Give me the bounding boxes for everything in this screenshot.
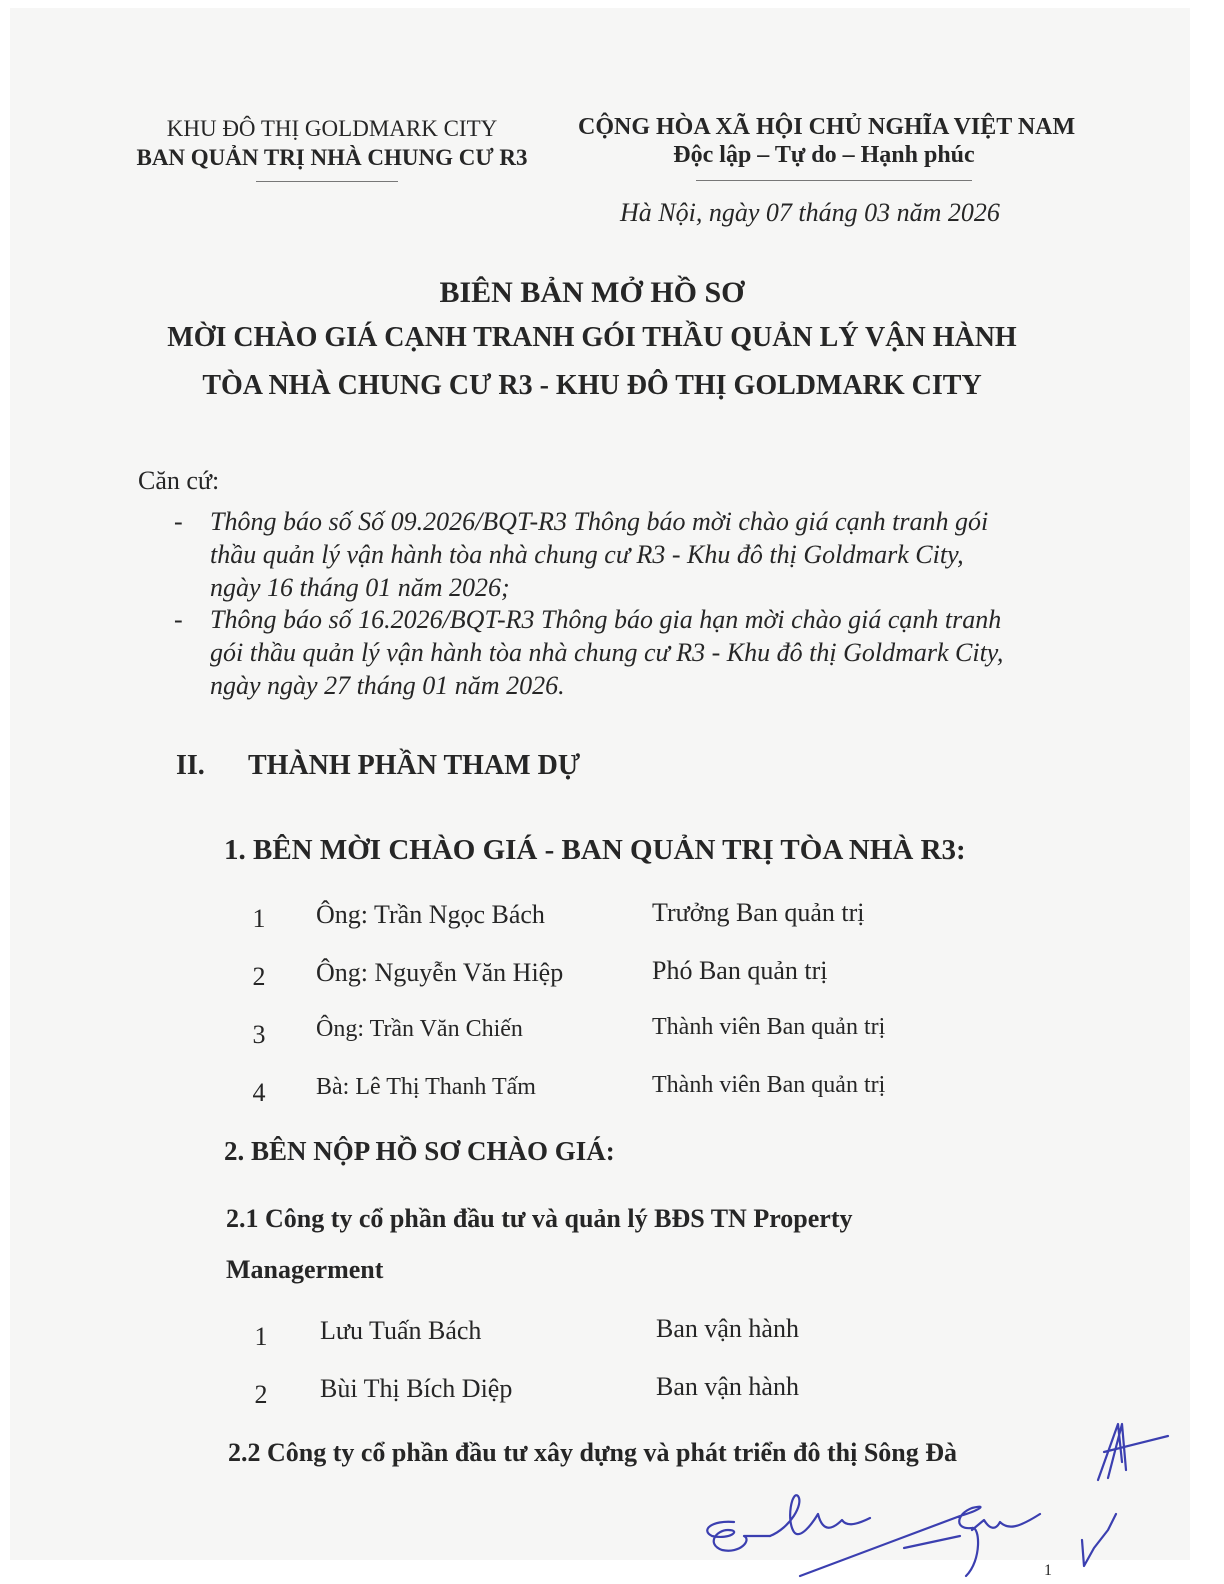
document-title: BIÊN BẢN MỞ HỒ SƠ <box>439 276 745 309</box>
basis-item-1-line3: ngày 16 tháng 01 năm 2026; <box>210 573 510 602</box>
section-number: II. <box>176 750 205 781</box>
representative-name: Lưu Tuấn Bách <box>320 1316 482 1345</box>
member-role: Trưởng Ban quản trị <box>652 898 865 927</box>
member-role: Phó Ban quản trị <box>652 956 828 985</box>
company1-name-line2: Managerment <box>226 1255 384 1284</box>
member-number: 1 <box>252 904 266 933</box>
representative-role: Ban vận hành <box>656 1372 799 1401</box>
company1-name-line1: 2.1 Công ty cổ phần đầu tư và quản lý BĐS TN Property <box>226 1204 853 1233</box>
header-motto: Độc lập – Tự do – Hạnh phúc <box>673 142 975 168</box>
representative-number: 2 <box>254 1380 268 1409</box>
party2-heading: 2. BÊN NỘP HỒ SƠ CHÀO GIÁ: <box>224 1136 615 1166</box>
member-name: Ông: Trần Văn Chiến <box>316 1016 523 1042</box>
basis-bullet-1: - <box>174 507 183 536</box>
member-name: Bà: Lê Thị Thanh Tấm <box>316 1074 536 1100</box>
place-date: Hà Nội, ngày 07 tháng 03 năm 2026 <box>620 198 1000 227</box>
document-subtitle-line2: TÒA NHÀ CHUNG CƯ R3 - KHU ĐÔ THỊ GOLDMARK CITY <box>202 370 982 401</box>
representative-name: Bùi Thị Bích Diệp <box>320 1374 513 1403</box>
initial-mark-5 <box>800 1507 1040 1576</box>
basis-item-1-line2: thầu quản lý vận hành tòa nhà chung cư R3 - Khu đô thị Goldmark City, <box>210 540 964 569</box>
header-country: CỘNG HÒA XÃ HỘI CHỦ NGHĨA VIỆT NAM <box>578 114 1076 140</box>
basis-item-2-line3: ngày ngày 27 tháng 01 năm 2026. <box>210 671 565 700</box>
basis-item-2-line1: Thông báo số 16.2026/BQT-R3 Thông báo gia hạn mời chào giá cạnh tranh <box>210 605 1002 634</box>
initial-mark-4 <box>770 1495 870 1536</box>
company2-name: 2.2 Công ty cổ phần đầu tư xây dựng và phát triển đô thị Sông Đà <box>228 1438 958 1467</box>
member-number: 2 <box>252 962 266 991</box>
member-role: Thành viên Ban quản trị <box>652 1014 886 1040</box>
basis-label: Căn cứ: <box>138 466 220 495</box>
page-number: 1 <box>1044 1562 1052 1579</box>
basis-item-2-line2: gói thầu quản lý vận hành tòa nhà chung cư R3 - Khu đô thị Goldmark City, <box>210 638 1004 667</box>
initial-mark-2 <box>1082 1514 1116 1566</box>
member-name: Ông: Nguyễn Văn Hiệp <box>316 958 564 987</box>
member-number: 3 <box>252 1020 266 1049</box>
basis-item-1-line1: Thông báo số Số 09.2026/BQT-R3 Thông báo mời chào giá cạnh tranh gói <box>210 507 989 536</box>
initial-mark-3 <box>707 1522 770 1551</box>
member-role: Thành viên Ban quản trị <box>652 1072 886 1098</box>
section-heading: THÀNH PHẦN THAM DỰ <box>248 750 581 781</box>
representative-role: Ban vận hành <box>656 1314 799 1343</box>
basis-bullet-2: - <box>174 605 183 634</box>
initial-mark-1 <box>1098 1424 1168 1480</box>
initial-mark-6 <box>904 1536 960 1548</box>
header-org-line1: KHU ĐÔ THỊ GOLDMARK CITY <box>166 116 498 141</box>
header-org-line2: BAN QUẢN TRỊ NHÀ CHUNG CƯ R3 <box>136 145 528 170</box>
party1-heading: 1. BÊN MỜI CHÀO GIÁ - BAN QUẢN TRỊ TÒA NHÀ R3: <box>224 834 966 866</box>
document-subtitle-line1: MỜI CHÀO GIÁ CẠNH TRANH GÓI THẦU QUẢN LÝ VẬN HÀNH <box>167 322 1017 353</box>
member-number: 4 <box>252 1078 266 1107</box>
member-name: Ông: Trần Ngọc Bách <box>316 900 545 929</box>
representative-number: 1 <box>254 1322 268 1351</box>
